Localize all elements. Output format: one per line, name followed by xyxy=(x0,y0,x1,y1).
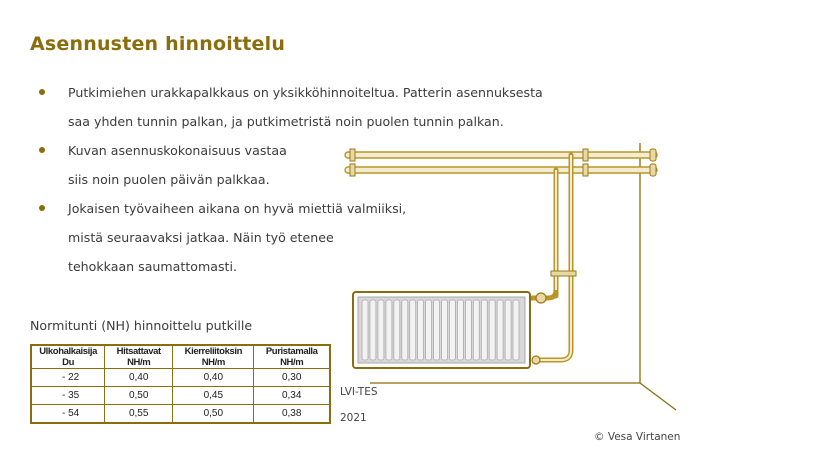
wall-outline xyxy=(370,143,676,410)
year-label: 2021 xyxy=(340,412,367,424)
bullet-3-line-2: mistä seuraavaksi jatkaa. Näin työ etenee xyxy=(68,230,334,245)
radiator-fin xyxy=(394,300,400,360)
table-cell: 0,45 xyxy=(173,387,254,405)
bullet-2-line-2: siis noin puolen päivän palkkaa. xyxy=(68,172,270,187)
table-cell: 0,50 xyxy=(105,387,173,405)
table-row xyxy=(31,369,330,387)
radiator-fin xyxy=(465,300,471,360)
column-header: Kierreliitoksin NH/m xyxy=(173,345,254,369)
table-cell: 0,34 xyxy=(254,387,330,405)
radiator-fin xyxy=(457,300,463,360)
radiator-fin xyxy=(362,300,368,360)
column-header: Puristamalla NH/m xyxy=(254,345,330,369)
source-label: LVI-TES xyxy=(340,386,378,398)
table-cell: 0,30 xyxy=(254,369,330,387)
radiator-fin xyxy=(418,300,424,360)
radiator-fin xyxy=(402,300,408,360)
radiator-fin xyxy=(497,300,503,360)
radiator-fin xyxy=(434,300,440,360)
copyright-label: © Vesa Virtanen xyxy=(594,431,681,443)
table-header-row xyxy=(31,345,330,369)
radiator-fin xyxy=(386,300,392,360)
table-row xyxy=(31,405,330,424)
radiator-fin xyxy=(370,300,376,360)
table-cell: - 54 xyxy=(31,405,105,424)
column-header: Ulkohalkaisija Du xyxy=(31,345,105,369)
radiator-fin xyxy=(513,300,519,360)
radiator-fin xyxy=(505,300,511,360)
column-header: Hitsattavat NH/m xyxy=(105,345,173,369)
table-caption: Normitunti (NH) hinnoittelu putkille xyxy=(30,318,253,333)
bullet-3-line-1: Jokaisen työvaiheen aikana on hyvä miettiä valmiiksi, xyxy=(68,201,407,216)
table-cell: - 22 xyxy=(31,369,105,387)
table-cell: - 35 xyxy=(31,387,105,405)
bullet-1-line-1: Putkimiehen urakkapalkkaus on yksikköhinnoiteltua. Patterin asennuksesta xyxy=(68,85,543,100)
bullet-1-line-2: saa yhden tunnin palkan, ja putkimetristä noin puolen tunnin palkan. xyxy=(68,114,504,129)
bullet-2-line-1: Kuvan asennuskokonaisuus vastaa xyxy=(68,143,287,158)
radiator-illustration xyxy=(353,292,530,368)
table-cell: 0,55 xyxy=(105,405,173,424)
table-row xyxy=(31,387,330,405)
radiator-fin xyxy=(473,300,479,360)
radiator-fin xyxy=(481,300,487,360)
radiator-fin xyxy=(410,300,416,360)
radiator-fin xyxy=(449,300,455,360)
radiator-fin xyxy=(489,300,495,360)
radiator-fin xyxy=(426,300,432,360)
table-cell: 0,40 xyxy=(173,369,254,387)
pricing-table xyxy=(30,344,331,424)
bullet-3-line-3: tehokkaan saumattomasti. xyxy=(68,259,237,274)
table-cell: 0,40 xyxy=(105,369,173,387)
radiator-fin xyxy=(378,300,384,360)
table-cell: 0,50 xyxy=(173,405,254,424)
radiator-fin xyxy=(442,300,448,360)
page-title: Asennusten hinnoittelu xyxy=(30,33,286,55)
table-cell: 0,38 xyxy=(254,405,330,424)
